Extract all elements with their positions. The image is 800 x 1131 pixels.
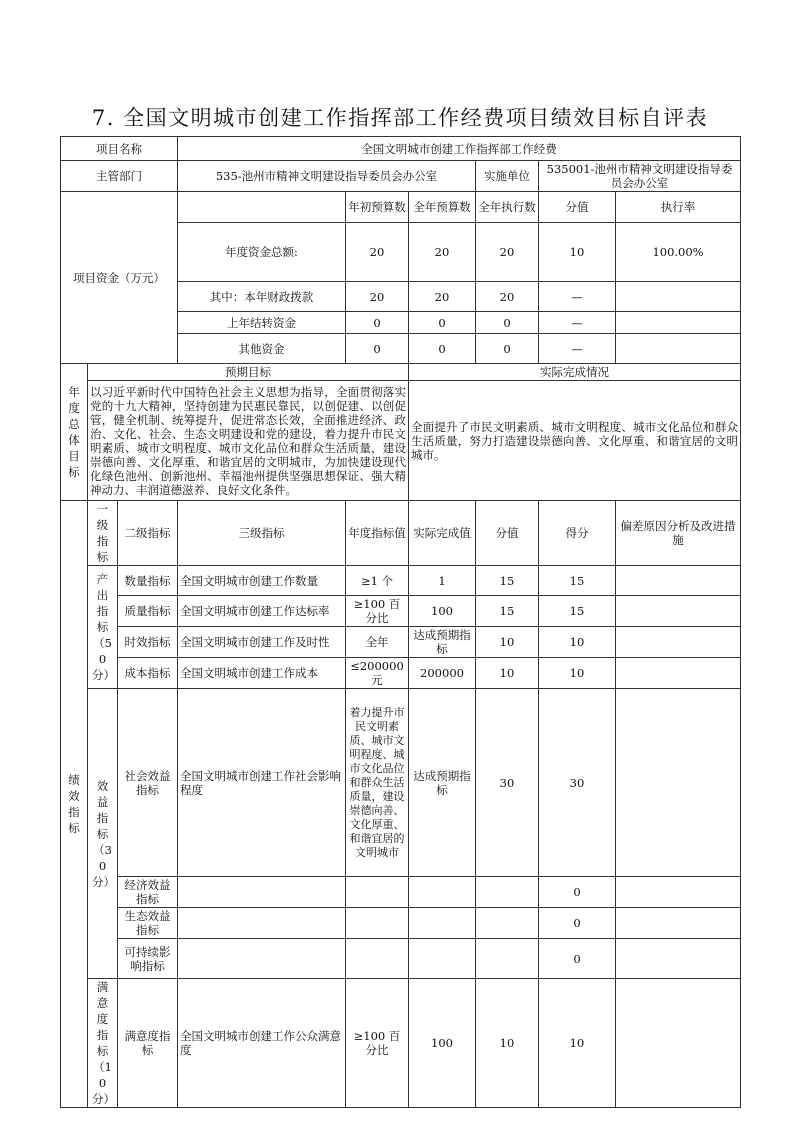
funds-cell: 20 [409,282,476,312]
level1-header: 一级指标 [88,501,118,566]
actual-value-cell: 达成预期指标 [409,689,476,877]
level2-cell: 生态效益指标 [118,908,178,939]
funds-row-label: 年度资金总额: [178,223,346,282]
funds-label: 项目资金（万元） [61,192,178,364]
benefit-row-sustainable [61,939,741,979]
deviation-cell [616,596,741,627]
annual-value-cell: 全年 [346,627,409,658]
project-name-value: 全国文明城市创建工作指挥部工作经费 [178,137,741,161]
annual-value-cell: ≤200000 元 [346,658,409,689]
annual-value-cell: ≥100 百分比 [346,979,409,1108]
deviation-cell [616,939,741,979]
funds-row-label: 其他资金 [178,334,346,364]
score-value-cell [476,877,539,908]
goals-header-row [61,364,741,381]
score-cell: 10 [539,979,616,1108]
score-value-cell: 10 [476,627,539,658]
level3-cell [178,939,346,979]
score-value-cell: 15 [476,566,539,596]
funds-row-label: 其中：本年财政拨款 [178,282,346,312]
level3-header: 三级指标 [178,501,346,566]
evaluation-table [60,136,741,1108]
funds-cell [616,312,741,334]
funds-header-row [61,192,741,223]
deviation-cell [616,877,741,908]
output-row-quantity [61,566,741,596]
score-value-cell: 10 [476,979,539,1108]
funds-header-rate: 执行率 [616,192,741,223]
funds-header-score-value: 分值 [539,192,616,223]
expected-goal-text: 以习近平新时代中国特色社会主义思想为指导，全面贯彻落实党的十九大精神，坚持创建为民惠民靠民，以创促建、以创促管，健全机制、统筹提升，促进常态长效，全面推进经济、政治、文化、社会、生态文明建设和党的建设，着力提升市民文明素质、城市文明程度、城市文化品位和群众生活质量，建设崇德向善、文化厚重、和谐宜居的文明城市，为加快建设现代化绿色池州、创新池州、幸福池州提供坚强思想保证、强大精神动力、丰润道德滋养、良好文化条件。 [88,381,409,501]
funds-header-annual: 全年预算数 [409,192,476,223]
level2-cell: 数量指标 [118,566,178,596]
score-value-cell [476,908,539,939]
level2-cell: 成本指标 [118,658,178,689]
annual-value-cell: 着力提升市民文明素质、城市文明程度、城市文化品位和群众生活质量，建设崇德向善、文化厚重、和谐宜居的文明城市 [346,689,409,877]
page-title: 7. 全国文明城市创建工作指挥部工作经费项目绩效目标自评表 [91,106,709,130]
actual-value-cell: 1 [409,566,476,596]
unit-value: 535001-池州市精神文明建设指导委员会办公室 [539,161,741,192]
funds-cell: 20 [476,223,539,282]
annual-value-cell [346,908,409,939]
actual-value-cell [409,908,476,939]
perf-header-row [61,501,741,566]
score-value-cell: 15 [476,596,539,627]
score-cell: 15 [539,596,616,627]
funds-cell: 20 [476,282,539,312]
funds-cell: 10 [539,223,616,282]
actual-value-header: 实际完成值 [409,501,476,566]
department-row [61,161,741,192]
output-row-cost [61,658,741,689]
funds-cell [616,282,741,312]
funds-cell: 20 [409,223,476,282]
funds-header-executed: 全年执行数 [476,192,539,223]
goals-content-row [61,381,741,501]
level3-cell: 全国文明城市创建工作成本 [178,658,346,689]
level2-cell: 社会效益指标 [118,689,178,877]
level2-cell: 质量指标 [118,596,178,627]
funds-cell: 0 [409,312,476,334]
funds-cell: — [539,282,616,312]
actual-completion-text: 全面提升了市民文明素质、城市文明程度、城市文化品位和群众生活质量，努力打造建设崇德向善、文化厚重、和谐宜居的文明城市。 [409,381,741,501]
level2-cell: 时效指标 [118,627,178,658]
score-cell: 0 [539,939,616,979]
annual-value-header: 年度指标值 [346,501,409,566]
level3-cell: 全国文明城市创建工作公众满意度 [178,979,346,1108]
project-name-label: 项目名称 [61,137,178,161]
funds-cell: 0 [476,334,539,364]
output-row-timeliness [61,627,741,658]
level3-cell: 全国文明城市创建工作及时性 [178,627,346,658]
funds-row-label: 上年结转资金 [178,312,346,334]
score-cell: 0 [539,877,616,908]
actual-value-cell: 100 [409,979,476,1108]
level2-header: 二级指标 [118,501,178,566]
deviation-cell [616,908,741,939]
actual-value-cell: 100 [409,596,476,627]
level3-cell: 全国文明城市创建工作数量 [178,566,346,596]
expected-goal-label: 预期目标 [88,364,409,381]
level3-cell [178,877,346,908]
score-cell: 10 [539,627,616,658]
deviation-cell [616,658,741,689]
funds-cell: 0 [409,334,476,364]
benefit-row-ecological [61,908,741,939]
annual-value-cell: ≥1 个 [346,566,409,596]
deviation-header: 偏差原因分析及改进措施 [616,501,741,566]
funds-cell: — [539,312,616,334]
funds-cell: 20 [346,223,409,282]
level2-cell: 满意度指标 [118,979,178,1108]
actual-value-cell [409,939,476,979]
funds-cell [616,334,741,364]
unit-label: 实施单位 [476,161,539,192]
level2-cell: 可持续影响指标 [118,939,178,979]
score-value-header: 分值 [476,501,539,566]
score-value-cell: 10 [476,658,539,689]
funds-header-initial: 年初预算数 [346,192,409,223]
goals-label: 年度总体目标 [61,364,88,501]
score-cell: 30 [539,689,616,877]
benefit-row-economic [61,877,741,908]
score-value-cell: 30 [476,689,539,877]
annual-value-cell [346,939,409,979]
score-header: 得分 [539,501,616,566]
score-cell: 15 [539,566,616,596]
funds-cell: 20 [346,282,409,312]
funds-cell: 0 [476,312,539,334]
funds-header-blank [178,192,346,223]
deviation-cell [616,689,741,877]
level3-cell: 全国文明城市创建工作社会影响程度 [178,689,346,877]
output-indicators-label: 产出指标（50分） [88,566,118,689]
benefit-row-social [61,689,741,877]
funds-cell: 0 [346,312,409,334]
funds-cell: — [539,334,616,364]
perf-label: 绩效指标 [61,501,88,1108]
output-row-quality [61,596,741,627]
level2-cell: 经济效益指标 [118,877,178,908]
actual-value-cell: 达成预期指标 [409,627,476,658]
deviation-cell [616,627,741,658]
annual-value-cell [346,877,409,908]
actual-completion-label: 实际完成情况 [409,364,741,381]
actual-value-cell [409,877,476,908]
level3-cell: 全国文明城市创建工作达标率 [178,596,346,627]
deviation-cell [616,566,741,596]
score-cell: 10 [539,658,616,689]
deviation-cell [616,979,741,1108]
benefit-indicators-label: 效益指标（30分） [88,689,118,979]
satisfaction-row [61,979,741,1108]
score-value-cell [476,939,539,979]
funds-cell: 0 [346,334,409,364]
annual-value-cell: ≥100 百分比 [346,596,409,627]
satisfaction-indicators-label: 满意度指标（10分） [88,979,118,1108]
dept-value: 535-池州市精神文明建设指导委员会办公室 [178,161,476,192]
funds-cell: 100.00% [616,223,741,282]
dept-label: 主管部门 [61,161,178,192]
score-cell: 0 [539,908,616,939]
actual-value-cell: 200000 [409,658,476,689]
level3-cell [178,908,346,939]
project-name-row [61,137,741,161]
